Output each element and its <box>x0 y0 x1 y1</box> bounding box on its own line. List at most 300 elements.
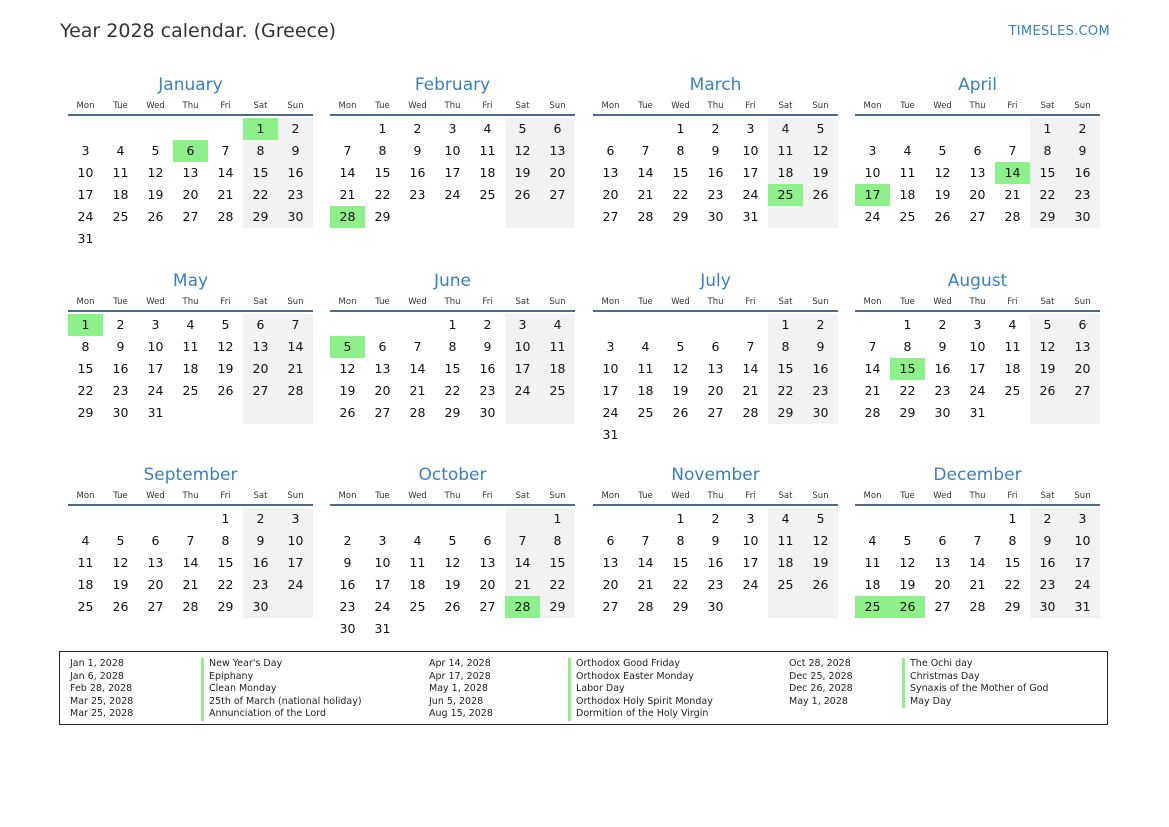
calendar-day[interactable]: 6 <box>483 533 492 548</box>
calendar-day[interactable]: 22 <box>899 383 916 398</box>
calendar-day[interactable]: 4 <box>186 317 195 332</box>
calendar-day[interactable]: 26 <box>505 184 540 206</box>
calendar-day[interactable]: 5 <box>151 143 160 158</box>
calendar-day[interactable]: 27 <box>969 209 986 224</box>
calendar-day[interactable]: 26 <box>444 599 461 614</box>
calendar-day[interactable]: 17 <box>278 552 313 574</box>
calendar-day[interactable]: 8 <box>540 530 575 552</box>
calendar-day[interactable]: 2 <box>343 533 352 548</box>
calendar-day[interactable]: 6 <box>151 533 160 548</box>
calendar-day[interactable]: 13 <box>602 555 619 570</box>
calendar-day[interactable]: 21 <box>1004 187 1021 202</box>
calendar-day[interactable]: 24 <box>278 574 313 596</box>
calendar-day[interactable]: 23 <box>707 187 724 202</box>
calendar-day-holiday[interactable]: 5 <box>330 336 365 358</box>
calendar-day[interactable]: 7 <box>186 533 195 548</box>
calendar-day[interactable]: 30 <box>243 596 278 618</box>
calendar-day[interactable]: 11 <box>864 555 881 570</box>
calendar-day[interactable]: 8 <box>676 143 685 158</box>
calendar-day[interactable]: 19 <box>803 552 838 574</box>
calendar-day[interactable]: 11 <box>899 165 916 180</box>
calendar-day-holiday[interactable]: 14 <box>995 162 1030 184</box>
calendar-day[interactable]: 5 <box>938 143 947 158</box>
calendar-day[interactable]: 23 <box>278 184 313 206</box>
calendar-day-holiday[interactable]: 15 <box>890 358 925 380</box>
calendar-day[interactable]: 10 <box>742 533 759 548</box>
calendar-day[interactable]: 14 <box>969 555 986 570</box>
calendar-day[interactable]: 21 <box>637 187 654 202</box>
calendar-day[interactable]: 9 <box>938 339 947 354</box>
calendar-day[interactable]: 9 <box>243 530 278 552</box>
calendar-day[interactable]: 15 <box>768 358 803 380</box>
calendar-day[interactable]: 1 <box>221 511 230 526</box>
calendar-day[interactable]: 3 <box>378 533 387 548</box>
calendar-day[interactable]: 19 <box>112 577 129 592</box>
calendar-day[interactable]: 29 <box>374 209 391 224</box>
calendar-day[interactable]: 30 <box>1030 596 1065 618</box>
calendar-day[interactable]: 30 <box>803 402 838 424</box>
calendar-day[interactable]: 25 <box>112 209 129 224</box>
calendar-day[interactable]: 22 <box>243 184 278 206</box>
calendar-day[interactable]: 18 <box>637 383 654 398</box>
calendar-day[interactable]: 4 <box>868 533 877 548</box>
calendar-day[interactable]: 15 <box>1004 555 1021 570</box>
calendar-day[interactable]: 2 <box>243 508 278 530</box>
calendar-day[interactable]: 28 <box>864 405 881 420</box>
calendar-day[interactable]: 4 <box>768 118 803 140</box>
calendar-day[interactable]: 7 <box>278 314 313 336</box>
calendar-day[interactable]: 2 <box>278 118 313 140</box>
calendar-day[interactable]: 16 <box>707 555 724 570</box>
calendar-day[interactable]: 19 <box>1030 358 1065 380</box>
calendar-day[interactable]: 29 <box>899 405 916 420</box>
calendar-day[interactable]: 1 <box>903 317 912 332</box>
calendar-day[interactable]: 22 <box>77 383 94 398</box>
calendar-day[interactable]: 28 <box>637 599 654 614</box>
calendar-day[interactable]: 6 <box>711 339 720 354</box>
calendar-day[interactable]: 21 <box>339 187 356 202</box>
calendar-day[interactable]: 23 <box>1065 184 1100 206</box>
calendar-day[interactable]: 30 <box>707 209 724 224</box>
calendar-day[interactable]: 6 <box>938 533 947 548</box>
calendar-day[interactable]: 27 <box>1065 380 1100 402</box>
calendar-day[interactable]: 6 <box>973 143 982 158</box>
calendar-day[interactable]: 28 <box>969 599 986 614</box>
calendar-day[interactable]: 21 <box>637 577 654 592</box>
calendar-day[interactable]: 18 <box>77 577 94 592</box>
calendar-day[interactable]: 25 <box>1004 383 1021 398</box>
calendar-day[interactable]: 26 <box>147 209 164 224</box>
calendar-day[interactable]: 12 <box>444 555 461 570</box>
calendar-day[interactable]: 17 <box>374 577 391 592</box>
calendar-day[interactable]: 13 <box>243 336 278 358</box>
calendar-day[interactable]: 21 <box>409 383 426 398</box>
calendar-day[interactable]: 25 <box>409 599 426 614</box>
calendar-day[interactable]: 17 <box>969 361 986 376</box>
calendar-day[interactable]: 13 <box>1065 336 1100 358</box>
calendar-day[interactable]: 30 <box>707 599 724 614</box>
calendar-day[interactable]: 22 <box>1004 577 1021 592</box>
calendar-day[interactable]: 18 <box>768 552 803 574</box>
calendar-day[interactable]: 13 <box>707 361 724 376</box>
calendar-day[interactable]: 2 <box>116 317 125 332</box>
calendar-day[interactable]: 6 <box>243 314 278 336</box>
calendar-day[interactable]: 17 <box>147 361 164 376</box>
calendar-day[interactable]: 24 <box>742 577 759 592</box>
calendar-day[interactable]: 10 <box>147 339 164 354</box>
calendar-day-holiday[interactable]: 1 <box>68 314 103 336</box>
calendar-day[interactable]: 13 <box>540 140 575 162</box>
calendar-day[interactable]: 1 <box>1030 118 1065 140</box>
calendar-day[interactable]: 10 <box>278 530 313 552</box>
calendar-day[interactable]: 20 <box>540 162 575 184</box>
calendar-day[interactable]: 20 <box>707 383 724 398</box>
calendar-day[interactable]: 22 <box>540 574 575 596</box>
calendar-day[interactable]: 8 <box>903 339 912 354</box>
calendar-day[interactable]: 8 <box>81 339 90 354</box>
calendar-day[interactable]: 9 <box>1030 530 1065 552</box>
calendar-day[interactable]: 9 <box>278 140 313 162</box>
calendar-day[interactable]: 15 <box>444 361 461 376</box>
calendar-day[interactable]: 4 <box>768 508 803 530</box>
calendar-day[interactable]: 10 <box>505 336 540 358</box>
calendar-day[interactable]: 27 <box>147 599 164 614</box>
calendar-day[interactable]: 15 <box>672 555 689 570</box>
calendar-day[interactable]: 15 <box>374 165 391 180</box>
calendar-day[interactable]: 2 <box>803 314 838 336</box>
calendar-day[interactable]: 19 <box>339 383 356 398</box>
calendar-day[interactable]: 21 <box>742 383 759 398</box>
calendar-day[interactable]: 20 <box>147 577 164 592</box>
calendar-day[interactable]: 4 <box>540 314 575 336</box>
calendar-day[interactable]: 8 <box>448 339 457 354</box>
calendar-day[interactable]: 6 <box>1065 314 1100 336</box>
calendar-day[interactable]: 20 <box>479 577 496 592</box>
calendar-day[interactable]: 22 <box>217 577 234 592</box>
calendar-day[interactable]: 27 <box>602 209 619 224</box>
calendar-day[interactable]: 8 <box>221 533 230 548</box>
calendar-day[interactable]: 9 <box>413 143 422 158</box>
calendar-day[interactable]: 5 <box>116 533 125 548</box>
calendar-day[interactable]: 14 <box>339 165 356 180</box>
calendar-day[interactable]: 17 <box>602 383 619 398</box>
calendar-day[interactable]: 25 <box>479 187 496 202</box>
calendar-day[interactable]: 29 <box>243 206 278 228</box>
calendar-day[interactable]: 27 <box>602 599 619 614</box>
calendar-day[interactable]: 22 <box>672 577 689 592</box>
calendar-day[interactable]: 25 <box>768 574 803 596</box>
calendar-day[interactable]: 23 <box>803 380 838 402</box>
calendar-day[interactable]: 2 <box>711 511 720 526</box>
calendar-day[interactable]: 14 <box>182 555 199 570</box>
calendar-day[interactable]: 18 <box>409 577 426 592</box>
calendar-day[interactable]: 31 <box>147 405 164 420</box>
calendar-day-holiday[interactable]: 1 <box>243 118 278 140</box>
calendar-day[interactable]: 13 <box>479 555 496 570</box>
calendar-day[interactable]: 16 <box>339 577 356 592</box>
calendar-day[interactable]: 19 <box>803 162 838 184</box>
calendar-day[interactable]: 29 <box>77 405 94 420</box>
calendar-day[interactable]: 26 <box>803 184 838 206</box>
calendar-day[interactable]: 10 <box>1065 530 1100 552</box>
calendar-day[interactable]: 23 <box>409 187 426 202</box>
calendar-day[interactable]: 20 <box>602 187 619 202</box>
calendar-day[interactable]: 14 <box>278 336 313 358</box>
calendar-day[interactable]: 29 <box>672 599 689 614</box>
calendar-day[interactable]: 23 <box>243 574 278 596</box>
calendar-day[interactable]: 16 <box>278 162 313 184</box>
calendar-day[interactable]: 10 <box>374 555 391 570</box>
calendar-day[interactable]: 26 <box>672 405 689 420</box>
calendar-day[interactable]: 17 <box>77 187 94 202</box>
calendar-day[interactable]: 2 <box>483 317 492 332</box>
calendar-day[interactable]: 7 <box>1008 143 1017 158</box>
calendar-day[interactable]: 30 <box>339 621 356 636</box>
calendar-day[interactable]: 30 <box>934 405 951 420</box>
calendar-day[interactable]: 25 <box>182 383 199 398</box>
calendar-day[interactable]: 14 <box>864 361 881 376</box>
calendar-day[interactable]: 22 <box>768 380 803 402</box>
calendar-day[interactable]: 7 <box>746 339 755 354</box>
calendar-day[interactable]: 3 <box>1065 508 1100 530</box>
calendar-day[interactable]: 20 <box>934 577 951 592</box>
calendar-day[interactable]: 9 <box>343 555 352 570</box>
calendar-day[interactable]: 21 <box>864 383 881 398</box>
calendar-day[interactable]: 22 <box>444 383 461 398</box>
calendar-day[interactable]: 12 <box>934 165 951 180</box>
calendar-day[interactable]: 25 <box>899 209 916 224</box>
calendar-day[interactable]: 15 <box>1030 162 1065 184</box>
calendar-day[interactable]: 25 <box>637 405 654 420</box>
calendar-day-holiday[interactable]: 28 <box>330 206 365 228</box>
calendar-day[interactable]: 24 <box>444 187 461 202</box>
calendar-day[interactable]: 26 <box>1030 380 1065 402</box>
calendar-day[interactable]: 12 <box>505 140 540 162</box>
calendar-day[interactable]: 18 <box>182 361 199 376</box>
calendar-day[interactable]: 26 <box>112 599 129 614</box>
calendar-day[interactable]: 7 <box>973 533 982 548</box>
calendar-day[interactable]: 6 <box>540 118 575 140</box>
calendar-day[interactable]: 26 <box>934 209 951 224</box>
calendar-day[interactable]: 21 <box>217 187 234 202</box>
calendar-day[interactable]: 4 <box>641 339 650 354</box>
calendar-day[interactable]: 17 <box>742 555 759 570</box>
calendar-day[interactable]: 23 <box>339 599 356 614</box>
calendar-day[interactable]: 12 <box>1030 336 1065 358</box>
calendar-day[interactable]: 1 <box>768 314 803 336</box>
calendar-day[interactable]: 13 <box>602 165 619 180</box>
calendar-day[interactable]: 7 <box>221 143 230 158</box>
calendar-day[interactable]: 3 <box>505 314 540 336</box>
calendar-day[interactable]: 4 <box>1008 317 1017 332</box>
calendar-day[interactable]: 19 <box>444 577 461 592</box>
calendar-day[interactable]: 7 <box>868 339 877 354</box>
calendar-day[interactable]: 27 <box>540 184 575 206</box>
calendar-day[interactable]: 31 <box>374 621 391 636</box>
calendar-day[interactable]: 11 <box>112 165 129 180</box>
calendar-day[interactable]: 24 <box>969 383 986 398</box>
calendar-day[interactable]: 9 <box>711 533 720 548</box>
calendar-day-holiday[interactable]: 26 <box>890 596 925 618</box>
calendar-day[interactable]: 31 <box>77 231 94 246</box>
calendar-day[interactable]: 16 <box>707 165 724 180</box>
calendar-day[interactable]: 1 <box>676 511 685 526</box>
calendar-day[interactable]: 2 <box>1030 508 1065 530</box>
calendar-day[interactable]: 27 <box>374 405 391 420</box>
calendar-day[interactable]: 31 <box>742 209 759 224</box>
calendar-day[interactable]: 19 <box>899 577 916 592</box>
calendar-day[interactable]: 3 <box>151 317 160 332</box>
calendar-day[interactable]: 18 <box>479 165 496 180</box>
calendar-day[interactable]: 3 <box>746 511 755 526</box>
calendar-day[interactable]: 4 <box>81 533 90 548</box>
calendar-day[interactable]: 7 <box>505 530 540 552</box>
calendar-day[interactable]: 23 <box>707 577 724 592</box>
calendar-day[interactable]: 18 <box>899 187 916 202</box>
calendar-day[interactable]: 11 <box>479 143 496 158</box>
calendar-day[interactable]: 28 <box>278 380 313 402</box>
calendar-day[interactable]: 17 <box>742 165 759 180</box>
calendar-day[interactable]: 12 <box>217 339 234 354</box>
calendar-day[interactable]: 28 <box>637 209 654 224</box>
calendar-day[interactable]: 8 <box>1030 140 1065 162</box>
calendar-day[interactable]: 14 <box>505 552 540 574</box>
calendar-day[interactable]: 29 <box>672 209 689 224</box>
calendar-day[interactable]: 19 <box>147 187 164 202</box>
calendar-day[interactable]: 21 <box>278 358 313 380</box>
calendar-day[interactable]: 26 <box>803 574 838 596</box>
site-link[interactable]: TIMESLES.COM <box>1008 24 1110 39</box>
calendar-day[interactable]: 10 <box>77 165 94 180</box>
calendar-day[interactable]: 4 <box>413 533 422 548</box>
calendar-day[interactable]: 9 <box>711 143 720 158</box>
calendar-day-holiday[interactable]: 17 <box>855 184 890 206</box>
calendar-day[interactable]: 18 <box>540 358 575 380</box>
calendar-day[interactable]: 6 <box>606 143 615 158</box>
calendar-day[interactable]: 12 <box>803 140 838 162</box>
calendar-day[interactable]: 26 <box>217 383 234 398</box>
calendar-day[interactable]: 8 <box>676 533 685 548</box>
calendar-day[interactable]: 14 <box>742 361 759 376</box>
calendar-day[interactable]: 1 <box>1008 511 1017 526</box>
calendar-day[interactable]: 5 <box>1030 314 1065 336</box>
calendar-day[interactable]: 29 <box>217 599 234 614</box>
calendar-day[interactable]: 27 <box>707 405 724 420</box>
calendar-day[interactable]: 3 <box>81 143 90 158</box>
calendar-day[interactable]: 5 <box>676 339 685 354</box>
calendar-day[interactable]: 7 <box>413 339 422 354</box>
calendar-day[interactable]: 22 <box>374 187 391 202</box>
calendar-day[interactable]: 19 <box>217 361 234 376</box>
calendar-day[interactable]: 7 <box>641 143 650 158</box>
calendar-day[interactable]: 3 <box>448 121 457 136</box>
calendar-day[interactable]: 5 <box>505 118 540 140</box>
calendar-day[interactable]: 29 <box>1004 599 1021 614</box>
calendar-day[interactable]: 27 <box>182 209 199 224</box>
calendar-day[interactable]: 6 <box>378 339 387 354</box>
calendar-day[interactable]: 2 <box>711 121 720 136</box>
calendar-day[interactable]: 24 <box>1065 574 1100 596</box>
calendar-day[interactable]: 18 <box>112 187 129 202</box>
calendar-day[interactable]: 10 <box>444 143 461 158</box>
calendar-day[interactable]: 23 <box>934 383 951 398</box>
calendar-day[interactable]: 10 <box>742 143 759 158</box>
calendar-day[interactable]: 28 <box>217 209 234 224</box>
calendar-day[interactable]: 20 <box>602 577 619 592</box>
calendar-day[interactable]: 6 <box>606 533 615 548</box>
calendar-day[interactable]: 30 <box>479 405 496 420</box>
calendar-day[interactable]: 8 <box>768 336 803 358</box>
calendar-day[interactable]: 28 <box>742 405 759 420</box>
calendar-day[interactable]: 1 <box>448 317 457 332</box>
calendar-day[interactable]: 29 <box>540 596 575 618</box>
calendar-day[interactable]: 10 <box>969 339 986 354</box>
calendar-day-holiday[interactable]: 25 <box>768 184 803 206</box>
calendar-day[interactable]: 3 <box>606 339 615 354</box>
calendar-day[interactable]: 24 <box>505 380 540 402</box>
calendar-day[interactable]: 16 <box>1030 552 1065 574</box>
calendar-day[interactable]: 13 <box>969 165 986 180</box>
calendar-day[interactable]: 4 <box>116 143 125 158</box>
calendar-day-holiday[interactable]: 25 <box>855 596 890 618</box>
calendar-day[interactable]: 14 <box>637 165 654 180</box>
calendar-day[interactable]: 21 <box>969 577 986 592</box>
calendar-day[interactable]: 12 <box>672 361 689 376</box>
calendar-day[interactable]: 2 <box>413 121 422 136</box>
calendar-day[interactable]: 16 <box>409 165 426 180</box>
calendar-day[interactable]: 27 <box>479 599 496 614</box>
calendar-day[interactable]: 20 <box>182 187 199 202</box>
calendar-day[interactable]: 3 <box>868 143 877 158</box>
calendar-day[interactable]: 29 <box>768 402 803 424</box>
calendar-day[interactable]: 12 <box>899 555 916 570</box>
calendar-day[interactable]: 21 <box>182 577 199 592</box>
calendar-day[interactable]: 11 <box>768 140 803 162</box>
calendar-day[interactable]: 31 <box>1065 596 1100 618</box>
calendar-day[interactable]: 11 <box>182 339 199 354</box>
calendar-day[interactable]: 18 <box>768 162 803 184</box>
calendar-day[interactable]: 9 <box>483 339 492 354</box>
calendar-day[interactable]: 8 <box>378 143 387 158</box>
calendar-day[interactable]: 28 <box>182 599 199 614</box>
calendar-day[interactable]: 15 <box>77 361 94 376</box>
calendar-day[interactable]: 25 <box>540 380 575 402</box>
calendar-day[interactable]: 24 <box>147 383 164 398</box>
calendar-day[interactable]: 15 <box>672 165 689 180</box>
calendar-day[interactable]: 29 <box>1030 206 1065 228</box>
calendar-day[interactable]: 23 <box>1030 574 1065 596</box>
calendar-day[interactable]: 1 <box>378 121 387 136</box>
calendar-day[interactable]: 16 <box>934 361 951 376</box>
calendar-day[interactable]: 13 <box>934 555 951 570</box>
calendar-day[interactable]: 30 <box>112 405 129 420</box>
calendar-day[interactable]: 3 <box>278 508 313 530</box>
calendar-day[interactable]: 1 <box>540 508 575 530</box>
calendar-day[interactable]: 16 <box>803 358 838 380</box>
calendar-day[interactable]: 28 <box>1004 209 1021 224</box>
calendar-day[interactable]: 11 <box>637 361 654 376</box>
calendar-day[interactable]: 2 <box>1065 118 1100 140</box>
calendar-day[interactable]: 11 <box>409 555 426 570</box>
calendar-day[interactable]: 11 <box>77 555 94 570</box>
calendar-day[interactable]: 15 <box>217 555 234 570</box>
calendar-day[interactable]: 12 <box>112 555 129 570</box>
calendar-day[interactable]: 8 <box>1008 533 1017 548</box>
calendar-day-holiday[interactable]: 6 <box>173 140 208 162</box>
calendar-day[interactable]: 16 <box>112 361 129 376</box>
calendar-day[interactable]: 27 <box>243 380 278 402</box>
calendar-day-holiday[interactable]: 28 <box>505 596 540 618</box>
